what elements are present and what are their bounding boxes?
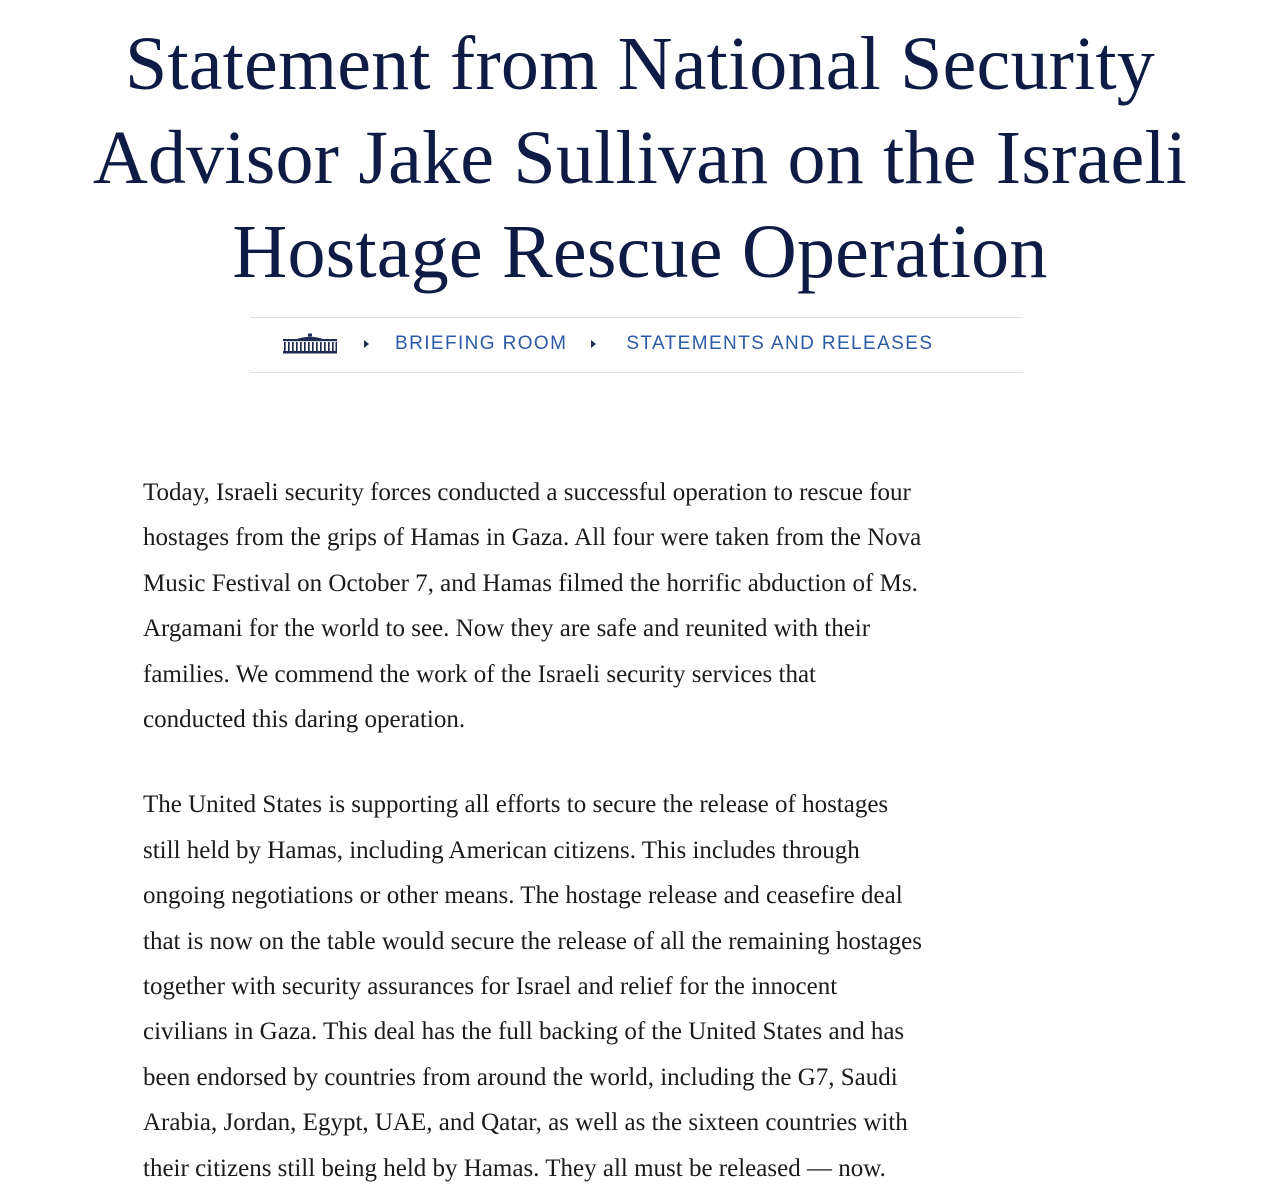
page-title-line: Statement from National Security: [124, 22, 1156, 106]
body-paragraph: [143, 470, 1143, 742]
white-house-icon: [282, 333, 338, 355]
body-paragraph: [143, 782, 1143, 1191]
body-line: conducted this daring operation.: [143, 706, 466, 734]
body-line: Argamani for the world to see. Now they are safe and reunited with their: [143, 615, 871, 643]
body-line: together with security assurances for Israel and relief for the innocent: [143, 973, 838, 1001]
breadcrumb-home-link[interactable]: [282, 333, 338, 355]
chevron-right-icon: [364, 340, 369, 348]
breadcrumb-statements-link[interactable]: STATEMENTS AND RELEASES: [626, 333, 934, 354]
page-title-line: Advisor Jake Sullivan on the Israeli: [92, 116, 1188, 200]
body-line: ongoing negotiations or other means. The hostage release and ceasefire deal: [143, 882, 903, 910]
body-line: their citizens still being held by Hamas. They all must be released — now.: [143, 1154, 886, 1182]
breadcrumb-divider-top: [250, 317, 1023, 318]
statement-body: [143, 470, 1143, 1191]
body-line: still held by Hamas, including American citizens. This includes through: [143, 836, 860, 864]
body-line: that is now on the table would secure the release of all the remaining hostages: [143, 927, 922, 955]
page-title: [0, 17, 1280, 299]
body-line: The United States is supporting all efforts to secure the release of hostages: [143, 791, 889, 819]
body-line: Arabia, Jordan, Egypt, UAE, and Qatar, as well as the sixteen countries with: [143, 1109, 908, 1137]
breadcrumb-divider-bottom: [250, 372, 1023, 373]
page-title-line: Hostage Rescue Operation: [232, 210, 1048, 294]
breadcrumb-briefing-room-link[interactable]: BRIEFING ROOM: [395, 333, 568, 354]
breadcrumb: [282, 330, 933, 358]
body-line: Today, Israeli security forces conducted a successful operation to rescue four: [143, 479, 911, 506]
body-line: civilians in Gaza. This deal has the full backing of the United States and has: [143, 1018, 905, 1046]
body-line: hostages from the grips of Hamas in Gaza. All four were taken from the Nova: [143, 524, 922, 552]
body-line: Music Festival on October 7, and Hamas filmed the horrific abduction of Ms.: [143, 569, 918, 597]
chevron-right-icon: [591, 340, 596, 348]
body-line: families. We commend the work of the Israeli security services that: [143, 660, 816, 688]
body-line: been endorsed by countries from around the world, including the G7, Saudi: [143, 1063, 898, 1091]
